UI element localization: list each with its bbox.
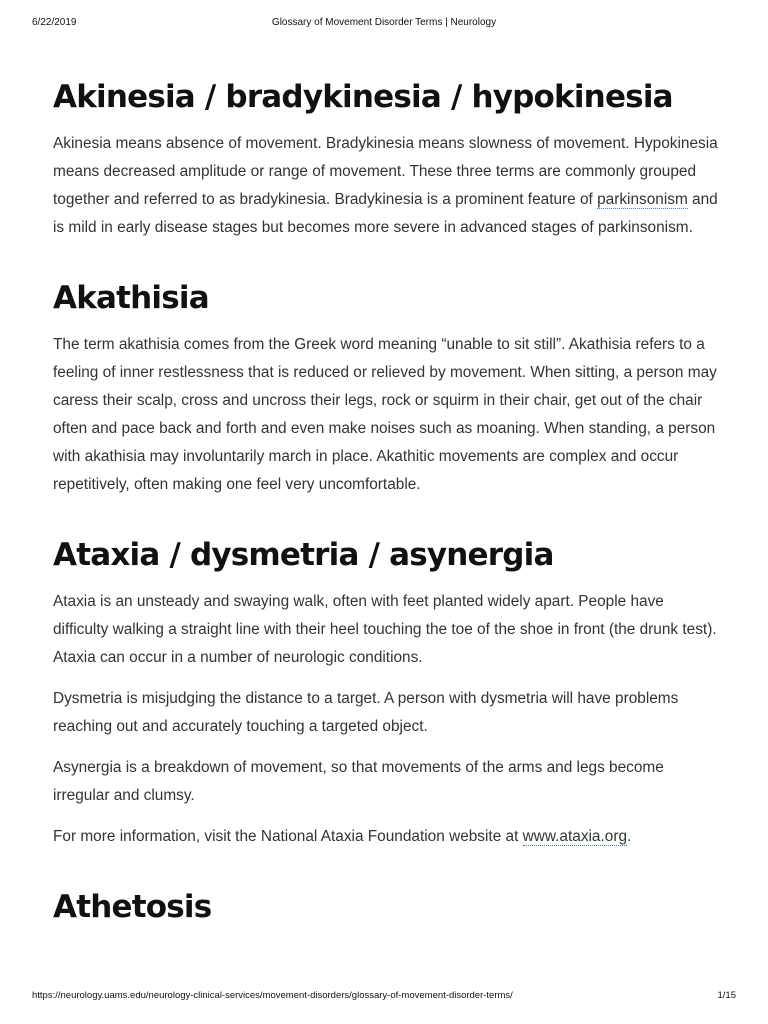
paragraph-text: .: [627, 828, 632, 845]
heading-athetosis: Athetosis: [53, 889, 212, 925]
heading-akinesia: Akinesia / bradykinesia / hypokinesia: [53, 79, 673, 115]
print-footer: [32, 990, 736, 1004]
paragraph-text: Akinesia means absence of movement. Bradykinesia means slowness of movement. Hypokinesia means decreased amplitude or range of movement. These three terms are commonly grouped together and referred to as bradykinesia. Bradykinesia is a prominent feature of: [53, 135, 718, 208]
paragraph-dysmetria: Dysmetria is misjudging the distance to a target. A person with dysmetria will have problems reaching out and accurately touching a targeted object.: [53, 690, 679, 735]
print-header: [32, 17, 736, 31]
page-url: https://neurology.uams.edu/neurology-clinical-services/movement-disorders/glossary-of-movement-disorder-terms/: [32, 990, 513, 1001]
print-date: 6/22/2019: [32, 17, 77, 28]
page-number: 1/15: [717, 990, 736, 1001]
heading-akathisia: Akathisia: [53, 280, 209, 316]
paragraph-akathisia: The term akathisia comes from the Greek word meaning “unable to sit still”. Akathisia refers to a feeling of inner restlessness that is reduced or relieved by movement. When sitting, a person may caress their scalp, cross and uncross their legs, rock or squirm in their chair, get out of the chair often and pace back and forth and even make noises such as moaning. When standing, a person with akathisia may involuntarily march in place. Akathitic movements are complex and occur repetitively, often making one feel very uncomfortable.: [53, 336, 717, 493]
article-content: [53, 76, 721, 928]
paragraph-text: For more information, visit the National Ataxia Foundation website at: [53, 828, 523, 845]
paragraph-asynergia: Asynergia is a breakdown of movement, so that movements of the arms and legs become irregular and clumsy.: [53, 759, 664, 804]
print-title: Glossary of Movement Disorder Terms | Neurology: [271, 17, 497, 28]
paragraph-ataxia-info: [53, 823, 721, 851]
paragraph-ataxia: Ataxia is an unsteady and swaying walk, often with feet planted widely apart. People have difficulty walking a straight line with their heel touching the toe of the shoe in front (the drunk test). Ataxia can occur in a number of neurologic conditions.: [53, 593, 717, 666]
parkinsonism-link[interactable]: parkinsonism: [597, 191, 688, 208]
paragraph-akinesia: [53, 130, 721, 242]
ataxia-org-link[interactable]: www.ataxia.org: [522, 828, 628, 845]
paragraph-text: and is mild in early disease stages but becomes more severe in advanced stages of parkinsonism.: [53, 191, 718, 236]
heading-ataxia: Ataxia / dysmetria / asynergia: [53, 537, 554, 573]
